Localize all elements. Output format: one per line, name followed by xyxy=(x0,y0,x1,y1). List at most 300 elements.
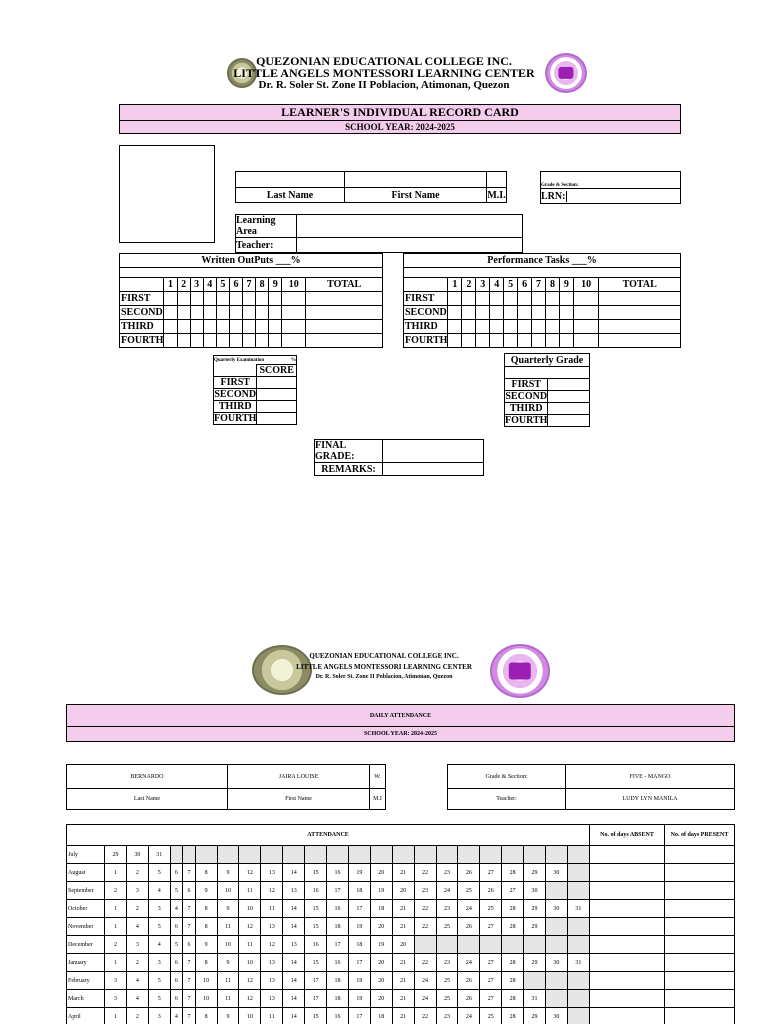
final-grade-label: FINAL GRADE: xyxy=(315,440,383,463)
month-label: September xyxy=(67,882,105,900)
absent-cell[interactable] xyxy=(590,882,665,900)
attendance-row xyxy=(67,864,735,882)
absent-cell[interactable] xyxy=(590,864,665,882)
day-cell: 2 xyxy=(126,864,148,882)
day-cell: 18 xyxy=(348,882,370,900)
month-label: March xyxy=(67,990,105,1008)
day-cell: 2 xyxy=(105,882,127,900)
day-cell: 14 xyxy=(283,990,305,1008)
day-cell: 18 xyxy=(370,900,392,918)
day-cell: 13 xyxy=(283,882,305,900)
first-name-label: First Name xyxy=(345,188,487,203)
teacher-value[interactable] xyxy=(297,238,523,253)
mi-label: M.I. xyxy=(487,189,506,201)
day-cell: 10 xyxy=(239,1008,261,1024)
attendance-row xyxy=(67,954,735,972)
day-cell: 28 xyxy=(502,972,524,990)
grade-lrn-table xyxy=(540,171,681,204)
col-header: 1 xyxy=(164,278,177,292)
day-cell: 18 xyxy=(370,1008,392,1024)
empty-day-cell xyxy=(567,1008,589,1024)
present-cell[interactable] xyxy=(665,846,735,864)
day-cell: 2 xyxy=(126,954,148,972)
col-header: 10 xyxy=(282,278,306,292)
empty-day-cell xyxy=(567,846,589,864)
absent-cell[interactable] xyxy=(590,846,665,864)
attendance-row xyxy=(67,900,735,918)
learning-area-label: Learning Area xyxy=(236,215,297,238)
day-cell: 29 xyxy=(524,918,546,936)
day-cell: 18 xyxy=(348,936,370,954)
present-cell[interactable] xyxy=(665,918,735,936)
day-cell: 25 xyxy=(480,1008,502,1024)
day-cell: 16 xyxy=(327,864,349,882)
day-cell: 12 xyxy=(239,918,261,936)
day-cell: 27 xyxy=(480,972,502,990)
col-header: 7 xyxy=(243,278,256,292)
attendance-table xyxy=(66,824,735,1024)
day-cell: 31 xyxy=(567,954,589,972)
student-class-table xyxy=(447,764,735,810)
day-cell: 4 xyxy=(148,936,170,954)
empty-day-cell xyxy=(170,846,183,864)
day-cell: 31 xyxy=(524,990,546,1008)
day-cell: 14 xyxy=(283,954,305,972)
day-cell: 3 xyxy=(105,990,127,1008)
day-cell: 1 xyxy=(105,918,127,936)
day-cell: 24 xyxy=(458,1008,480,1024)
empty-day-cell xyxy=(545,990,567,1008)
day-cell: 2 xyxy=(126,1008,148,1024)
day-cell: 9 xyxy=(195,936,217,954)
day-cell: 15 xyxy=(305,864,327,882)
empty-day-cell xyxy=(239,846,261,864)
day-cell: 21 xyxy=(392,990,414,1008)
day-cell: 12 xyxy=(261,882,283,900)
performance-tasks-title: Performance Tasks ___% xyxy=(404,254,681,268)
day-cell: 28 xyxy=(502,918,524,936)
lrn-field[interactable] xyxy=(541,189,681,204)
first-name-label: First Name xyxy=(228,789,370,810)
empty-day-cell xyxy=(545,936,567,954)
table-row: FIRST xyxy=(214,377,297,389)
day-cell: 10 xyxy=(195,990,217,1008)
table-row: SECOND xyxy=(120,306,383,320)
written-cols-row xyxy=(120,278,383,292)
center-name: LITTLE ANGELS MONTESSORI LEARNING CENTER xyxy=(296,663,472,671)
day-cell: 23 xyxy=(414,882,436,900)
lrn-label: LRN: xyxy=(541,190,566,202)
first-name-value: JAIRA LOUISE xyxy=(228,765,370,789)
present-cell[interactable] xyxy=(665,990,735,1008)
present-cell[interactable] xyxy=(665,900,735,918)
day-cell: 19 xyxy=(348,990,370,1008)
month-label: October xyxy=(67,900,105,918)
present-cell[interactable] xyxy=(665,972,735,990)
name-table xyxy=(235,171,507,203)
absent-cell[interactable] xyxy=(590,900,665,918)
day-cell: 24 xyxy=(458,900,480,918)
day-cell: 5 xyxy=(148,990,170,1008)
table-row: FOURTH xyxy=(404,334,681,348)
day-cell: 14 xyxy=(283,918,305,936)
quarterly-grade-title: Quarterly Grade xyxy=(505,354,590,367)
day-cell: 21 xyxy=(392,1008,414,1024)
written-outputs-table xyxy=(119,253,383,348)
day-cell: 16 xyxy=(327,954,349,972)
day-cell: 1 xyxy=(105,1008,127,1024)
day-cell: 17 xyxy=(305,990,327,1008)
empty-day-cell xyxy=(436,936,458,954)
quarterly-grade-table xyxy=(504,353,590,427)
day-cell: 11 xyxy=(261,1008,283,1024)
col-header: 10 xyxy=(573,278,599,292)
day-cell: 11 xyxy=(239,936,261,954)
day-cell: 6 xyxy=(170,972,183,990)
day-cell: 22 xyxy=(414,900,436,918)
empty-day-cell xyxy=(480,936,502,954)
address: Dr. R. Soler St. Zone II Poblacion, Atimonan, Quezon xyxy=(315,674,453,680)
day-cell: 30 xyxy=(545,954,567,972)
day-cell: 8 xyxy=(195,1008,217,1024)
remarks-label: REMARKS: xyxy=(315,463,383,476)
day-cell: 21 xyxy=(392,972,414,990)
teacher-value: LUDY LYN MANILA xyxy=(566,789,735,810)
day-cell: 18 xyxy=(327,990,349,1008)
day-cell: 17 xyxy=(348,954,370,972)
day-cell: 6 xyxy=(170,954,183,972)
attendance-row xyxy=(67,882,735,900)
day-cell: 22 xyxy=(414,918,436,936)
day-cell: 13 xyxy=(261,918,283,936)
day-cell: 11 xyxy=(217,918,239,936)
day-cell: 16 xyxy=(327,1008,349,1024)
center-name: LITTLE ANGELS MONTESSORI LEARNING CENTER xyxy=(233,66,535,80)
table-row: FOURTH xyxy=(505,415,590,427)
col-header: 2 xyxy=(462,278,476,292)
attendance-row xyxy=(67,990,735,1008)
attendance-row xyxy=(67,846,735,864)
col-header: TOTAL xyxy=(599,278,681,292)
day-cell: 11 xyxy=(217,972,239,990)
day-cell: 30 xyxy=(126,846,148,864)
col-header: 6 xyxy=(229,278,242,292)
day-cell: 11 xyxy=(261,900,283,918)
attendance-row xyxy=(67,918,735,936)
student-name-table xyxy=(66,764,386,810)
grade-section-value: FIVE - MANGO xyxy=(566,765,735,789)
empty-day-cell xyxy=(195,846,217,864)
day-cell: 29 xyxy=(524,1008,546,1024)
teacher-label: Teacher: xyxy=(236,238,297,253)
day-cell: 24 xyxy=(414,972,436,990)
table-row: THIRD xyxy=(505,403,590,415)
performance-tasks-table xyxy=(403,253,681,348)
day-cell: 31 xyxy=(567,900,589,918)
mi-value: W. xyxy=(370,765,386,789)
day-cell: 15 xyxy=(305,918,327,936)
empty-day-cell xyxy=(458,936,480,954)
absent-cell[interactable] xyxy=(590,1008,665,1024)
month-label: November xyxy=(67,918,105,936)
day-cell: 2 xyxy=(105,936,127,954)
day-cell: 17 xyxy=(348,1008,370,1024)
day-cell: 28 xyxy=(502,1008,524,1024)
day-cell: 30 xyxy=(524,882,546,900)
day-cell: 25 xyxy=(436,918,458,936)
empty-day-cell xyxy=(458,846,480,864)
day-cell: 18 xyxy=(327,972,349,990)
empty-day-cell xyxy=(283,846,305,864)
month-label: February xyxy=(67,972,105,990)
col-header: 5 xyxy=(216,278,229,292)
day-cell: 15 xyxy=(305,1008,327,1024)
quarterly-exam-table xyxy=(213,355,297,425)
absent-cell[interactable] xyxy=(590,954,665,972)
remarks-value[interactable] xyxy=(383,463,484,476)
day-cell: 4 xyxy=(148,882,170,900)
present-cell[interactable] xyxy=(665,936,735,954)
day-cell: 11 xyxy=(217,990,239,1008)
grade-section-label: Grade & Section: xyxy=(448,765,566,789)
day-cell: 12 xyxy=(239,972,261,990)
attendance-title: DAILY ATTENDANCE xyxy=(67,705,734,727)
day-cell: 17 xyxy=(327,882,349,900)
day-cell: 17 xyxy=(305,972,327,990)
day-cell: 4 xyxy=(126,972,148,990)
empty-day-cell xyxy=(502,846,524,864)
table-row: FOURTH xyxy=(120,334,383,348)
grade-section-label: Grade & Section: xyxy=(541,172,681,189)
col-header: 3 xyxy=(190,278,203,292)
col-header: 9 xyxy=(559,278,573,292)
day-cell: 25 xyxy=(458,882,480,900)
empty-day-cell xyxy=(567,882,589,900)
col-header: 9 xyxy=(269,278,282,292)
day-cell: 28 xyxy=(502,864,524,882)
empty-day-cell xyxy=(502,936,524,954)
day-cell: 7 xyxy=(183,954,196,972)
absent-cell[interactable] xyxy=(590,918,665,936)
day-cell: 28 xyxy=(502,954,524,972)
day-cell: 19 xyxy=(348,864,370,882)
absent-cell[interactable] xyxy=(590,936,665,954)
empty-day-cell xyxy=(545,918,567,936)
day-cell: 22 xyxy=(414,954,436,972)
empty-day-cell xyxy=(305,846,327,864)
last-name-value[interactable] xyxy=(236,172,345,188)
day-cell: 20 xyxy=(392,936,414,954)
final-grade-value[interactable] xyxy=(383,440,484,463)
day-cell: 3 xyxy=(148,1008,170,1024)
day-cell: 5 xyxy=(148,864,170,882)
day-cell: 25 xyxy=(480,900,502,918)
col-header: 5 xyxy=(504,278,518,292)
empty-day-cell xyxy=(545,972,567,990)
day-cell: 26 xyxy=(458,918,480,936)
table-row: SECOND xyxy=(505,391,590,403)
day-cell: 16 xyxy=(305,936,327,954)
day-cell: 24 xyxy=(436,882,458,900)
address: Dr. R. Soler St. Zone II Poblacion, Atimonan, Quezon xyxy=(258,79,510,91)
month-label: December xyxy=(67,936,105,954)
day-cell: 9 xyxy=(217,954,239,972)
empty-day-cell xyxy=(183,846,196,864)
day-cell: 6 xyxy=(183,882,196,900)
day-cell: 21 xyxy=(392,954,414,972)
table-row: FIRST xyxy=(505,379,590,391)
day-cell: 16 xyxy=(327,900,349,918)
day-cell: 20 xyxy=(370,864,392,882)
day-cell: 23 xyxy=(436,1008,458,1024)
day-cell: 21 xyxy=(392,918,414,936)
day-cell: 13 xyxy=(261,864,283,882)
day-cell: 13 xyxy=(261,972,283,990)
day-cell: 20 xyxy=(370,990,392,1008)
day-cell: 20 xyxy=(370,954,392,972)
performance-cols-row xyxy=(404,278,681,292)
table-row: FIRST xyxy=(404,292,681,306)
day-cell: 13 xyxy=(261,990,283,1008)
day-cell: 19 xyxy=(370,936,392,954)
mi-value[interactable] xyxy=(487,172,507,188)
day-cell: 26 xyxy=(458,972,480,990)
table-row: THIRD xyxy=(120,320,383,334)
empty-day-cell xyxy=(567,990,589,1008)
col-header: 3 xyxy=(476,278,490,292)
day-cell: 5 xyxy=(170,882,183,900)
day-cell: 6 xyxy=(170,918,183,936)
learning-area-value[interactable] xyxy=(297,215,523,238)
present-cell[interactable] xyxy=(665,954,735,972)
day-cell: 29 xyxy=(105,846,127,864)
day-cell: 25 xyxy=(436,972,458,990)
day-cell: 5 xyxy=(148,972,170,990)
day-cell: 14 xyxy=(283,864,305,882)
day-cell: 12 xyxy=(239,990,261,1008)
day-cell: 12 xyxy=(239,864,261,882)
day-cell: 24 xyxy=(458,954,480,972)
present-cell[interactable] xyxy=(665,864,735,882)
day-cell: 15 xyxy=(305,900,327,918)
col-header: 1 xyxy=(448,278,462,292)
empty-day-cell xyxy=(392,846,414,864)
absent-cell[interactable] xyxy=(590,972,665,990)
last-name-label: Last Name xyxy=(236,188,345,203)
empty-day-cell xyxy=(261,846,283,864)
day-cell: 30 xyxy=(545,1008,567,1024)
mi-label: M.I xyxy=(370,789,386,810)
day-cell: 26 xyxy=(458,990,480,1008)
col-header: 6 xyxy=(518,278,532,292)
table-row: FOURTH xyxy=(214,413,297,425)
day-cell: 5 xyxy=(148,918,170,936)
day-cell: 23 xyxy=(436,954,458,972)
absent-header: No. of days ABSENT xyxy=(590,825,665,846)
day-cell: 3 xyxy=(148,900,170,918)
empty-day-cell xyxy=(217,846,239,864)
written-outputs-title: Written OutPuts ___% xyxy=(120,254,383,268)
day-cell: 26 xyxy=(458,864,480,882)
day-cell: 23 xyxy=(436,900,458,918)
attendance-title-banner xyxy=(66,704,735,742)
day-cell: 7 xyxy=(183,1008,196,1024)
day-cell: 14 xyxy=(283,1008,305,1024)
present-cell[interactable] xyxy=(665,882,735,900)
table-row: SECOND xyxy=(404,306,681,320)
day-cell: 7 xyxy=(183,864,196,882)
col-header: 7 xyxy=(532,278,546,292)
day-cell: 10 xyxy=(217,936,239,954)
card-title-banner xyxy=(119,104,681,134)
day-cell: 3 xyxy=(126,936,148,954)
month-label: April xyxy=(67,1008,105,1024)
day-cell: 22 xyxy=(414,1008,436,1024)
day-cell: 4 xyxy=(126,990,148,1008)
college-name: QUEZONIAN EDUCATIONAL COLLEGE INC. xyxy=(309,652,459,660)
day-cell: 13 xyxy=(261,954,283,972)
empty-day-cell xyxy=(545,846,567,864)
empty-day-cell xyxy=(327,846,349,864)
day-cell: 14 xyxy=(283,900,305,918)
day-cell: 8 xyxy=(195,954,217,972)
day-cell: 17 xyxy=(327,936,349,954)
day-cell: 7 xyxy=(183,972,196,990)
day-cell: 2 xyxy=(126,900,148,918)
col-header: 2 xyxy=(177,278,190,292)
col-header: 8 xyxy=(256,278,269,292)
last-name-value: BERNARDO xyxy=(67,765,228,789)
day-cell: 28 xyxy=(502,990,524,1008)
day-cell: 4 xyxy=(170,1008,183,1024)
table-row: THIRD xyxy=(404,320,681,334)
day-cell: 4 xyxy=(126,918,148,936)
day-cell: 23 xyxy=(436,864,458,882)
day-cell: 12 xyxy=(261,936,283,954)
col-header: 4 xyxy=(490,278,504,292)
day-cell: 10 xyxy=(239,900,261,918)
day-cell: 10 xyxy=(217,882,239,900)
present-cell[interactable] xyxy=(665,1008,735,1024)
day-cell: 26 xyxy=(480,882,502,900)
absent-cell[interactable] xyxy=(590,990,665,1008)
empty-day-cell xyxy=(567,918,589,936)
photo-box xyxy=(119,145,215,243)
attendance-school-year: SCHOOL YEAR: 2024-2025 xyxy=(363,731,438,737)
attendance-row xyxy=(67,1008,735,1024)
day-cell: 17 xyxy=(348,900,370,918)
day-cell: 27 xyxy=(480,954,502,972)
day-cell: 15 xyxy=(305,954,327,972)
last-name-label: Last Name xyxy=(67,789,228,810)
month-label: January xyxy=(67,954,105,972)
day-cell: 5 xyxy=(170,936,183,954)
day-cell: 21 xyxy=(392,864,414,882)
day-cell: 1 xyxy=(105,900,127,918)
present-header: No. of days PRESENT xyxy=(665,825,735,846)
day-cell: 29 xyxy=(524,864,546,882)
empty-day-cell xyxy=(524,846,546,864)
teacher-label: Teacher: xyxy=(448,789,566,810)
day-cell: 30 xyxy=(545,900,567,918)
day-cell: 19 xyxy=(348,972,370,990)
first-name-value[interactable] xyxy=(345,172,487,188)
day-cell: 3 xyxy=(126,882,148,900)
card-title: LEARNER'S INDIVIDUAL RECORD CARD xyxy=(120,105,680,121)
day-cell: 14 xyxy=(283,972,305,990)
day-cell: 9 xyxy=(195,882,217,900)
day-cell: 29 xyxy=(524,900,546,918)
